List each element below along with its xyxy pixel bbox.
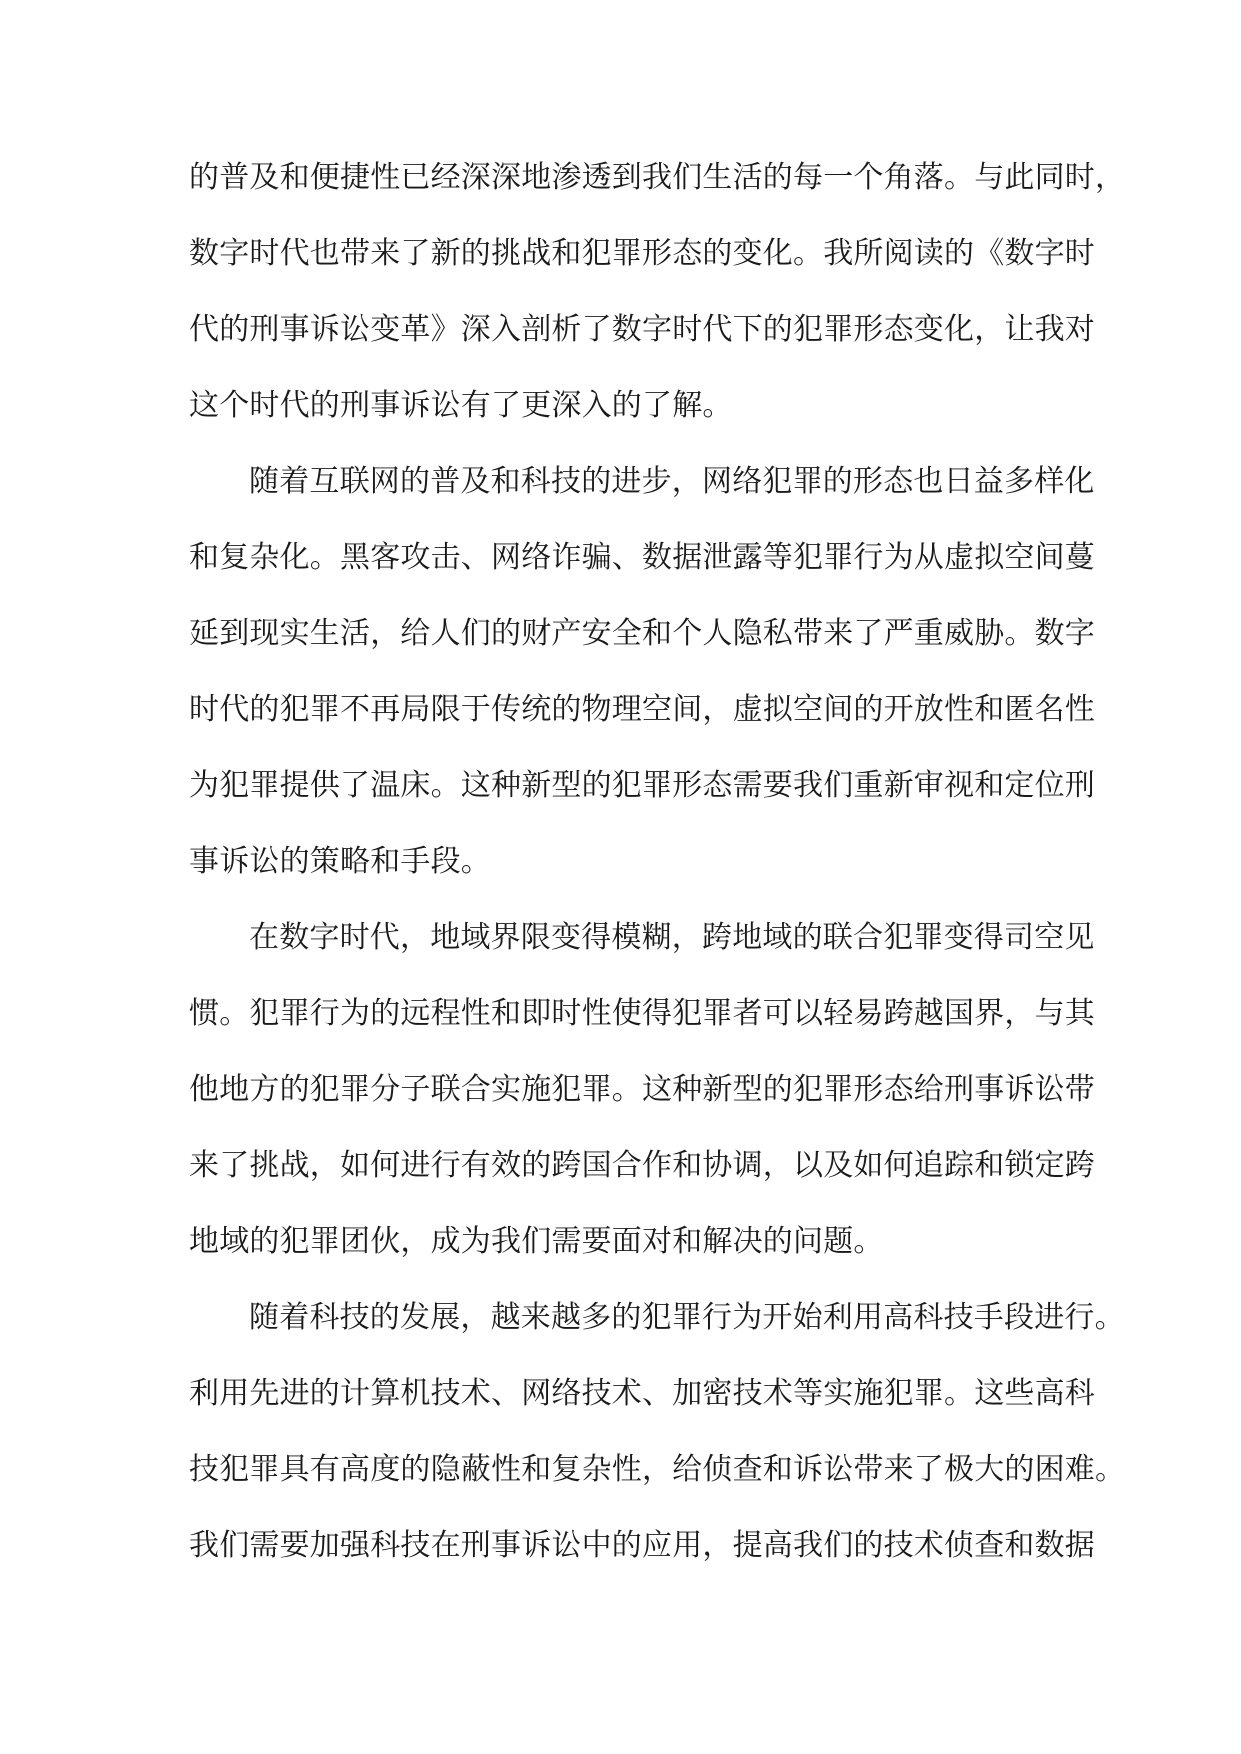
text-line: 这个时代的刑事诉讼有了更深入的了解。 [189, 388, 733, 423]
text-line: 代的刑事诉讼变革》深入剖析了数字时代下的犯罪形态变化，让我对 [189, 312, 1095, 347]
text-line: 事诉讼的策略和手段。 [189, 844, 491, 879]
text-line: 惯。犯罪行为的远程性和即时性使得犯罪者可以轻易跨越国界，与其 [189, 996, 1095, 1031]
paragraph-first-line: 在数字时代，地域界限变得模糊，跨地域的联合犯罪变得司空见 [249, 920, 1095, 955]
text-line: 利用先进的计算机技术、网络技术、加密技术等实施犯罪。这些高科 [189, 1376, 1095, 1411]
text-line: 地域的犯罪团伙，成为我们需要面对和解决的问题。 [189, 1224, 884, 1259]
text-line: 技犯罪具有高度的隐蔽性和复杂性，给侦查和诉讼带来了极大的困难。 [189, 1452, 1126, 1487]
text-line: 和复杂化。黑客攻击、网络诈骗、数据泄露等犯罪行为从虚拟空间蔓 [189, 540, 1095, 575]
text-line: 时代的犯罪不再局限于传统的物理空间，虚拟空间的开放性和匿名性 [189, 692, 1095, 727]
text-line: 他地方的犯罪分子联合实施犯罪。这种新型的犯罪形态给刑事诉讼带 [189, 1072, 1095, 1107]
paragraph-first-line: 随着科技的发展，越来越多的犯罪行为开始利用高科技手段进行。 [249, 1300, 1125, 1335]
text-line: 延到现实生活，给人们的财产安全和个人隐私带来了严重威胁。数字 [189, 616, 1095, 651]
text-line: 数字时代也带来了新的挑战和犯罪形态的变化。我所阅读的《数字时 [189, 236, 1095, 271]
paragraph-first-line: 随着互联网的普及和科技的进步，网络犯罪的形态也日益多样化 [249, 464, 1095, 499]
text-line: 来了挑战，如何进行有效的跨国合作和协调，以及如何追踪和锁定跨 [189, 1148, 1095, 1183]
text-line: 我们需要加强科技在刑事诉讼中的应用，提高我们的技术侦查和数据 [189, 1528, 1095, 1563]
text-line: 为犯罪提供了温床。这种新型的犯罪形态需要我们重新审视和定位刑 [189, 768, 1095, 803]
body-text [189, 140, 1126, 1584]
text-line: 的普及和便捷性已经深深地渗透到我们生活的每一个角落。与此同时， [189, 160, 1126, 195]
